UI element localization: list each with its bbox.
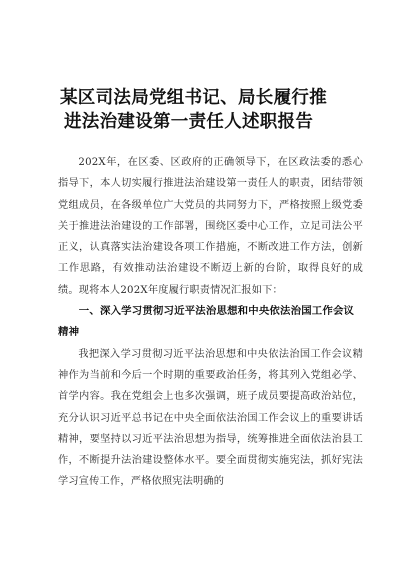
title-line-2: 进法治建设第一责任人述职报告 — [64, 112, 314, 132]
report-title — [60, 86, 360, 134]
section-1-paragraph: 我把深入学习贯彻习近平法治思想和中央依法治国工作会议精神作为当前和今后一个时期的重要政治任务，将其列入党组必学、首学内容。我在党组会上也多次强调，班子成员要提高政治站位，充分认识习近平总书记在中央全面依法治国工作会议上的重要讲话精神，要坚持以习近平法治思想为指导，统筹推进全面依法治县工作，不断提升法治建设整体水平。要全面贯彻实施宪法，抓好宪法学习宣传工作，严格依照宪法明确的 — [58, 348, 363, 488]
report-body — [58, 152, 363, 493]
intro-paragraph: 202X年，在区委、区政府的正确领导下，在区政法委的悉心指导下，本人切实履行推进法治建设第一责任人的职责，团结带领党组成员，在各级单位广大党员的共同努力下，严格按照上级党委关于推进法治建设的工作部署，围绕区委中心工作，立足司法公平正义，认真落实法治建设各项工作措施，不断改进工作方法，创新工作思路，有效推动法治建设不断迈上新的台阶，取得良好的成绩。现将本人202X年度履行职责情况汇报如下： — [58, 157, 363, 296]
title-line-1: 某区司法局党组书记、局长履行推 — [60, 88, 327, 108]
section-heading-1: 一、深入学习贯彻习近平法治思想和中央依法治国工作会议精神 — [58, 305, 355, 339]
